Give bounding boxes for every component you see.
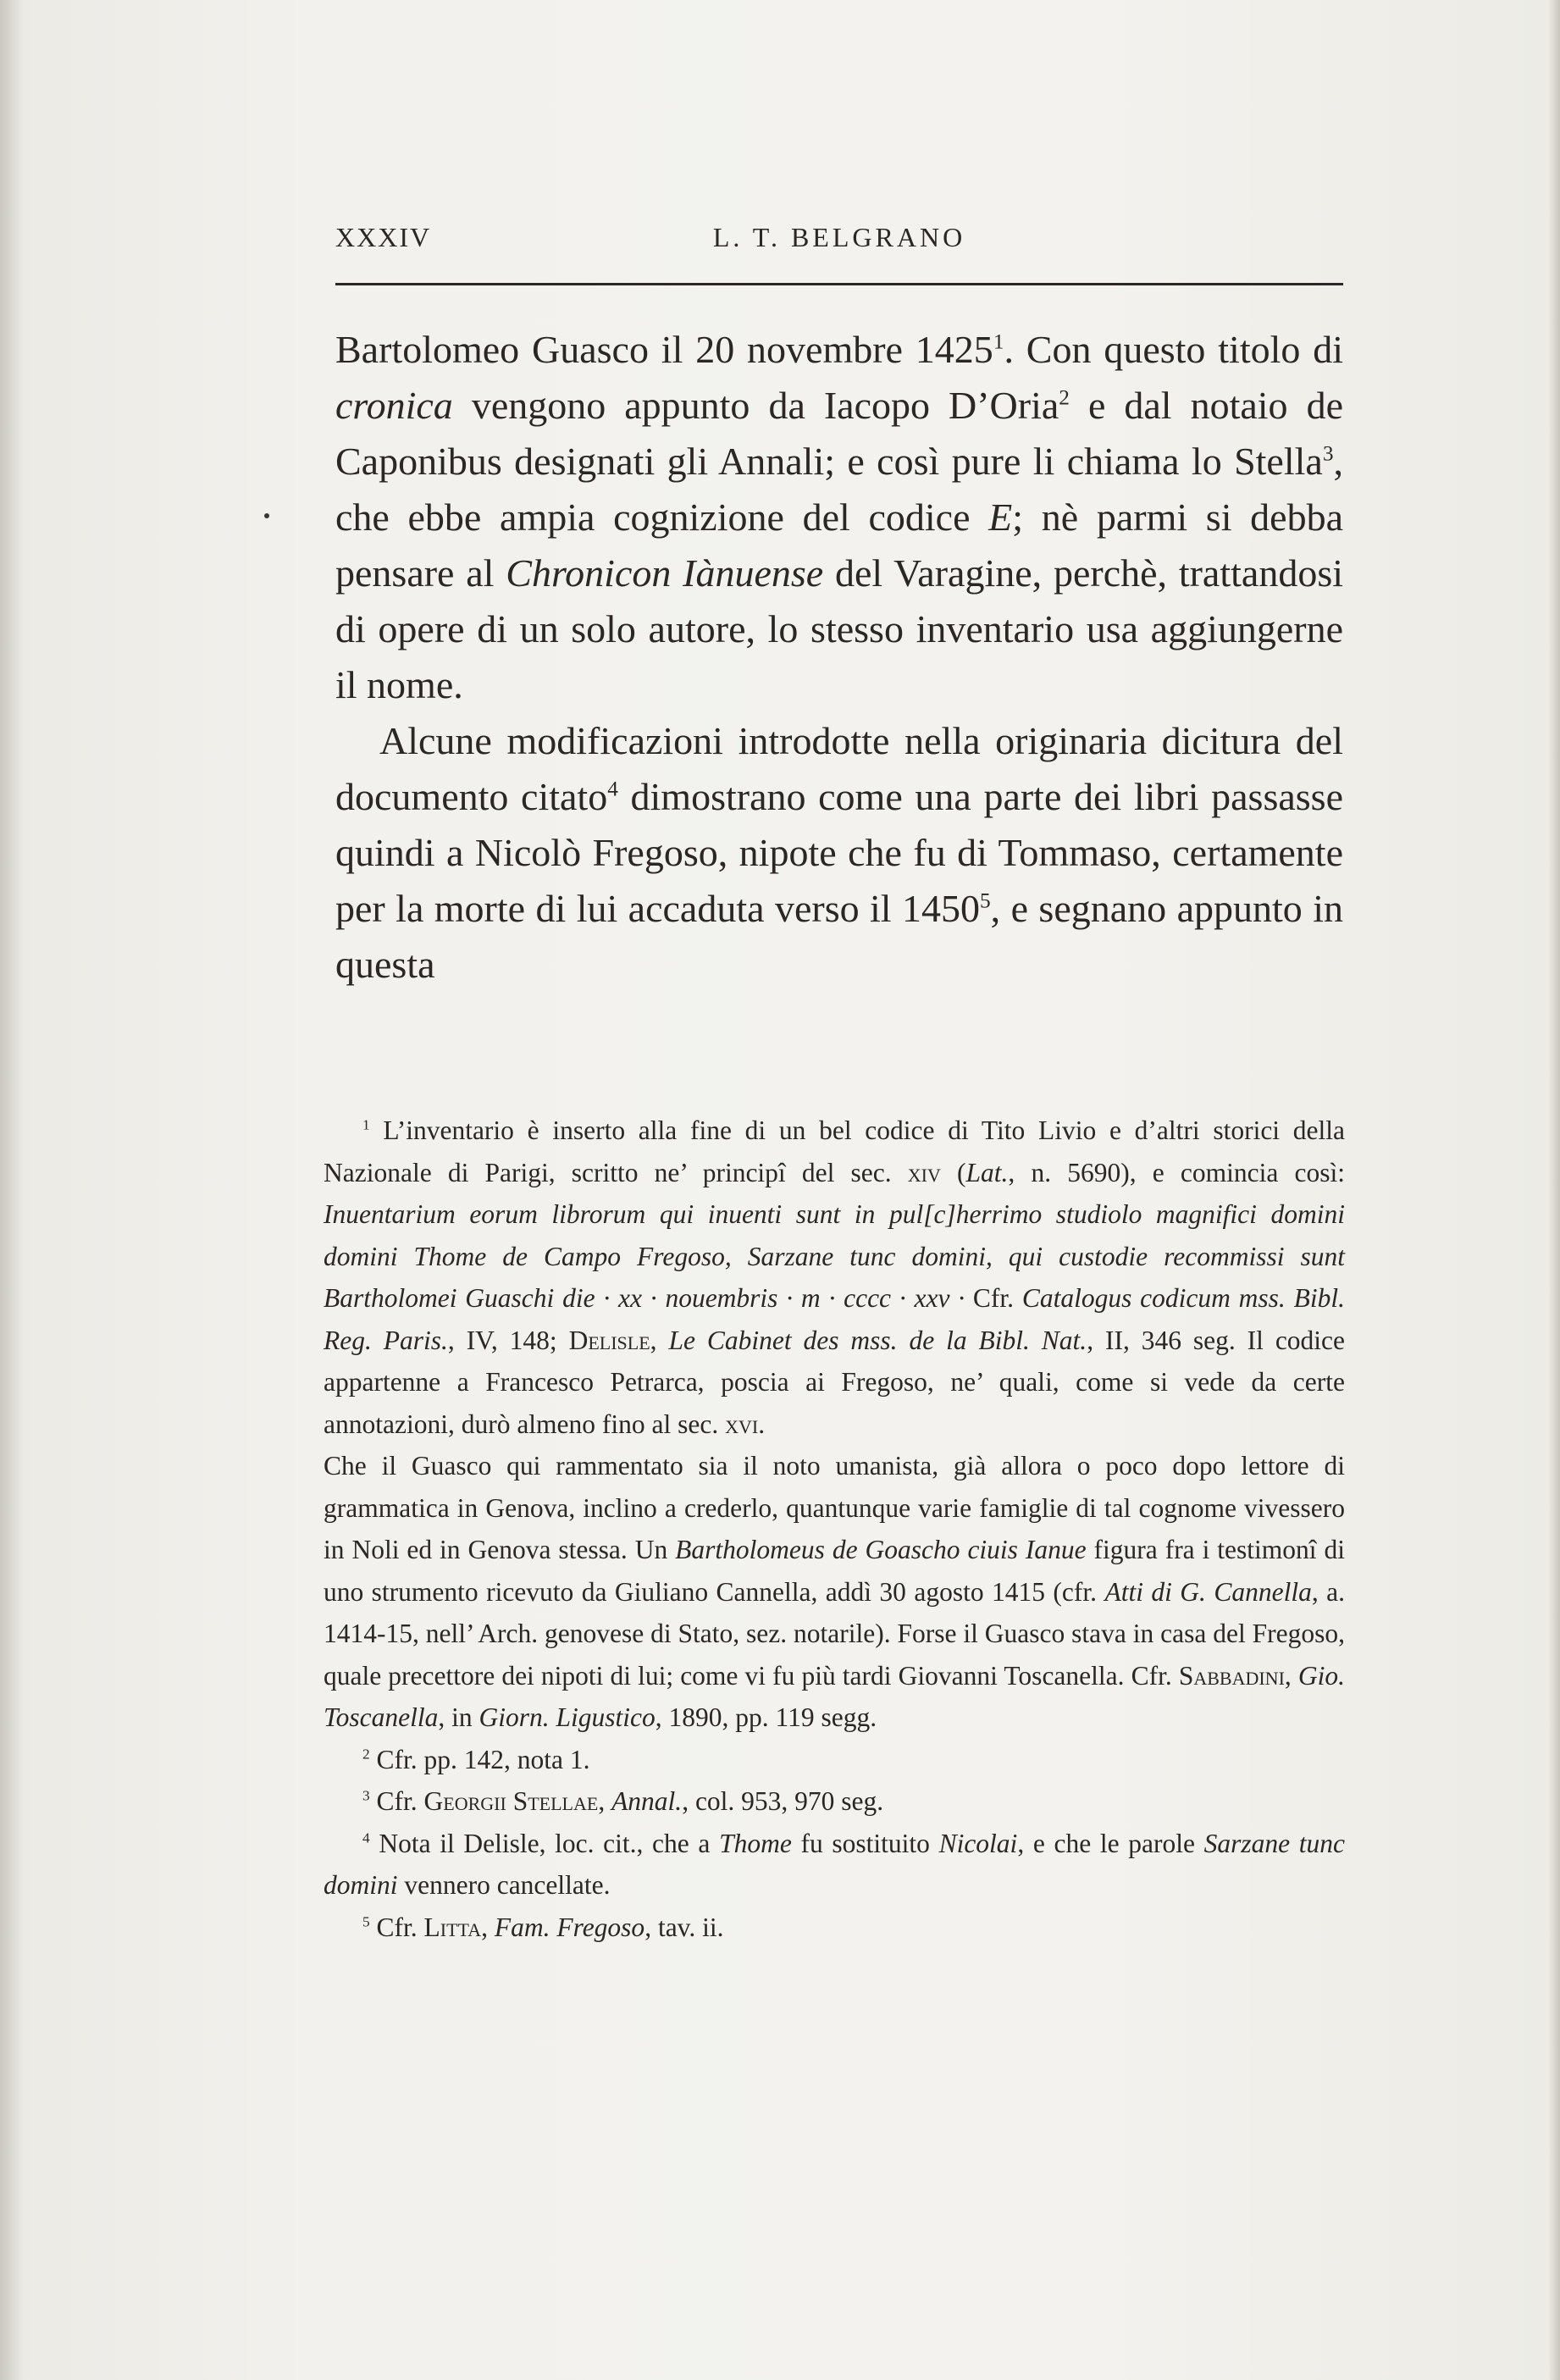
main-text	[335, 322, 1343, 993]
footnote-1-continued: Che il Guasco qui rammentato sia il noto umanista, già allora o poco dopo lettore di grammatica in Genova, inclino a crederlo, quantunque varie famiglie di tal cognome vivessero in Noli ed in Genova stessa. Un Bartholomeus de Goascho ciuis Ianue figura fra i testimonî di uno strumento ricevuto da Giuliano Cannella, addì 30 agosto 1415 (cfr. Atti di G. Cannella, a. 1414-15, nell’ Arch. genovese di Stato, sez. notarile). Forse il Guasco stava in casa del Fregoso, quale precettore dei nipoti di lui; come vi fu più tardi Giovanni Toscanella. Cfr. Sabbadini, Gio. Toscanella, in Giorn. Ligustico, 1890, pp. 119 segg.	[324, 1451, 1346, 1732]
footnote-ref-2[interactable]: 2	[1059, 385, 1070, 410]
paragraph-1: Bartolomeo Guasco il 20 novembre 1425$^1$. Con questo titolo di cronica vengono appunto da Iacopo D’Oria$^2$ e dal notaio de Caponibus designati gli Annali; e così pure li chiama lo Stella$^3$, che ebbe ampia cognizione del codice E; nè parmi si debba pensare al Chronicon Iànuense del Varagine, perchè, trattandosi di opere di un solo autore, lo stesso inventario usa aggiungerne il nome.	[335, 328, 1343, 706]
paragraph-2: Alcune modificazioni introdotte nella originaria dicitura del documento citato$^4$ dimostrano come una parte dei libri passasse quindi a Nicolò Fregoso, nipote che fu di Tommaso, certamente per la morte di lui accaduta verso il 1450$^5$, e segnano appunto in questa	[335, 719, 1343, 986]
header-rule	[335, 283, 1343, 285]
footnote-ref-3[interactable]: 3	[1322, 441, 1334, 466]
page-number: XXXIV	[335, 222, 432, 252]
spine-shadow	[0, 0, 24, 2380]
footnote-1: $^1$ L’inventario è inserto alla fine di un bel codice di Tito Livio e d’altri storici della Nazionale di Parigi, scritto ne’ principî del sec. xiv (Lat., n. 5690), e comincia così: Inuentarium eorum librorum qui inuenti sunt in pul[c]herrimo studiolo magnifici domini domini Thome de Campo Fregoso, Sarzane tunc domini, qui custodie recommissi sunt Bartholomei Guaschi die · xx · nouembris · m · cccc · xxv · Cfr. Catalogus codicum mss. Bibl. Reg. Paris., IV, 148; Delisle, Le Cabinet des mss. de la Bibl. Nat., II, 346 seg. Il codice appartenne a Francesco Petrarca, poscia ai Fregoso, ne’ quali, come si vede da certe annotazioni, durò almeno fino al sec. xvi.	[324, 1115, 1346, 1439]
margin-mark	[264, 513, 269, 518]
footnote-ref-4[interactable]: 4	[607, 777, 618, 801]
footnote-5: $^5$ Cfr. Litta, Fam. Fregoso, tav. ii.	[362, 1912, 724, 1942]
footnote-ref-5[interactable]: 5	[980, 888, 991, 913]
page-edge	[1548, 0, 1560, 2380]
footnote-2: $^2$ Cfr. pp. 142, nota 1.	[362, 1744, 590, 1774]
footnote-ref-1[interactable]: 1	[993, 329, 1004, 354]
footnotes	[324, 1110, 1345, 1948]
running-title: L. T. BELGRANO	[712, 222, 966, 252]
footnote-3: $^3$ Cfr. Georgii Stellae, Annal., col. 953, 970 seg.	[362, 1786, 884, 1816]
running-header	[335, 222, 1343, 266]
footnote-4: $^4$ Nota il Delisle, loc. cit., che a Thome fu sostituito Nicolai, e che le parole Sarzane tunc domini vennero cancellate.	[324, 1828, 1346, 1900]
